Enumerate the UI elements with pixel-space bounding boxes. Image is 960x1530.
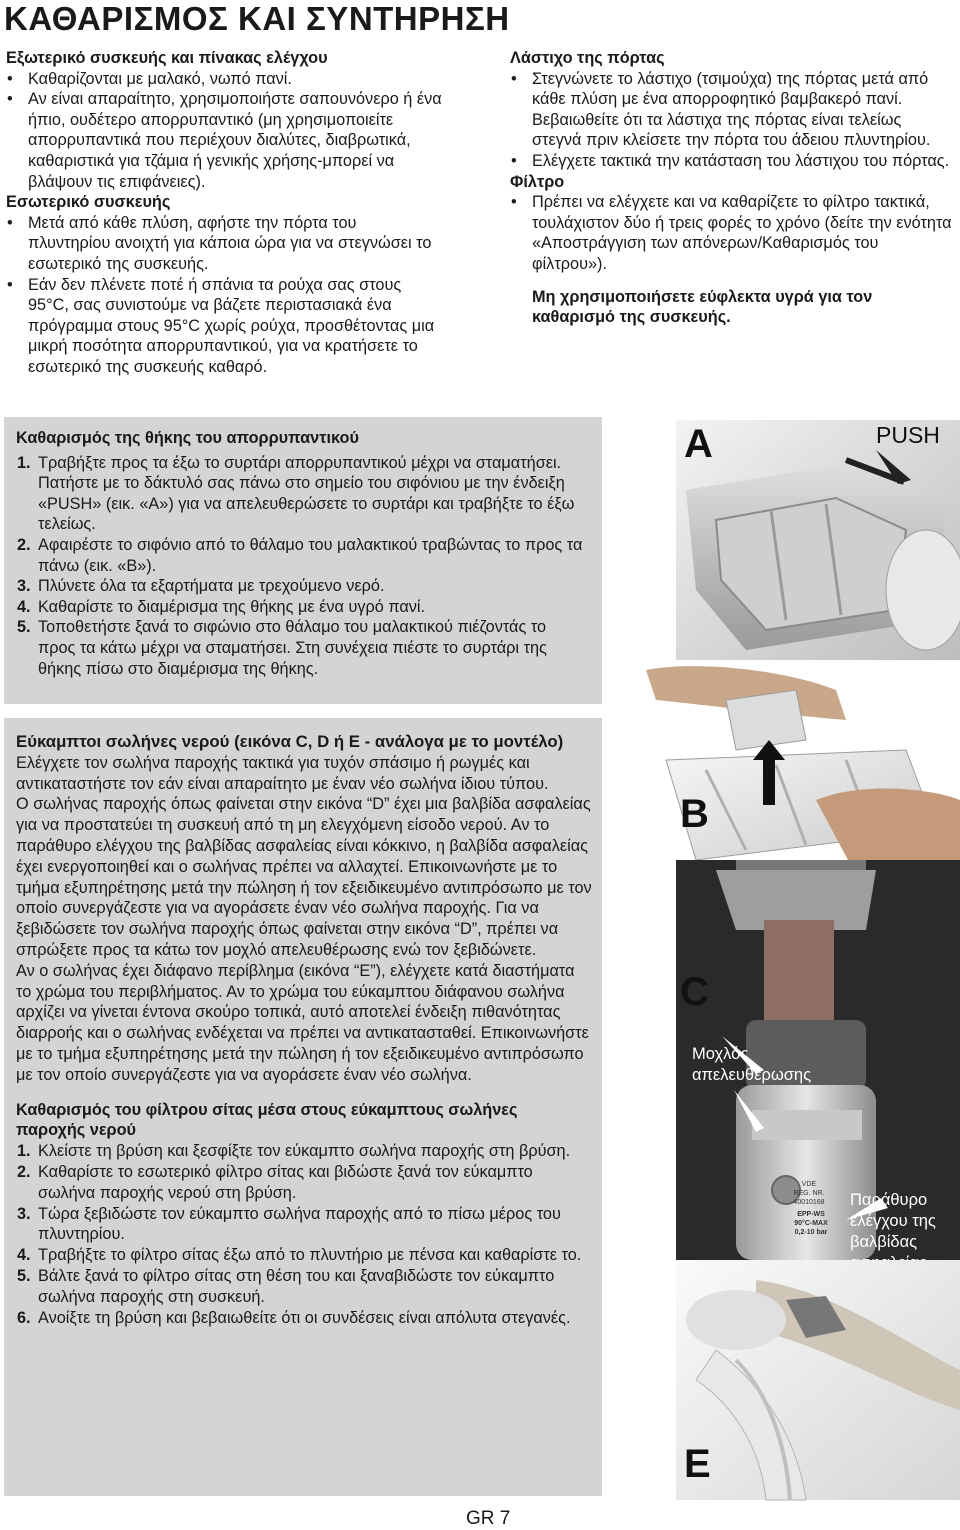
- step-number: 1.: [17, 1142, 31, 1161]
- step-text: Αφαιρέστε το σιφόνιο από το θάλαμο του μαλακτικού τραβώντας το προς τα πάνω (εικ. «B»).: [38, 535, 583, 575]
- valve-text-line: 90°C-MAX: [794, 1220, 828, 1227]
- page-number: GR 7: [466, 1508, 511, 1529]
- step-number: 4.: [17, 1246, 31, 1265]
- valve-label-text: [774, 1180, 844, 1207]
- figure-e-transparent-hose-photo: [676, 1260, 960, 1500]
- figure-a-drawer-photo: [676, 420, 960, 660]
- hoses-paragraph: Ο σωλήνας παροχής όπως φαίνεται στην εικόνα “D” έχει μια βαλβίδα ασφαλείας για να προστατεύει τη συσκευή από τη μη ελεγχόμενη είσοδο νερού. Αν το παράθυρο ελέγχου της βαλβίδας ασφαλείας είναι κόκκινο, η βαλβίδα ασφαλείας έχει ενεργοποιηθεί και ο σωλήνας πρέπει να αλλαχτεί. Επικοινωνήστε με το τμήμα εξυπηρέτησης μετά την πώληση ή τον εξειδικευμένο αντιπρόσωπο με τον οποίο συνεργάζεστε για να αγοράσετε έναν νέο σωλήνα παροχής. Για να ξεβιδώσετε τον σωλήνα παροχής όπως φαίνεται στην εικόνα “D”, πρέπει να σπρώξετε προς τα κάτω τον μοχλό απελευθέρωσης ενώ τον ξεβιδώνετε.: [16, 795, 592, 959]
- step-text: Καθαρίστε το εσωτερικό φίλτρο σίτας και βιδώστε ξανά τον εύκαμπτο σωλήνα παροχής νερού στη βρύση.: [38, 1162, 533, 1202]
- step-text: Ανοίξτε τη βρύση και βεβαιωθείτε ότι οι συνδέσεις είναι απόλυτα στεγανές.: [38, 1308, 571, 1327]
- siphon-illustration: [606, 660, 960, 875]
- step-text: Καθαρίστε το διαμέρισμα της θήκης με ένα υγρό πανί.: [38, 597, 426, 616]
- valve-text-line: EPP-WS: [797, 1211, 825, 1218]
- valve-window-caption: Παράθυρο ελέγχου της βαλβίδας: [850, 1191, 936, 1251]
- step-number: 3.: [17, 577, 31, 596]
- valve-label-text-lower: [778, 1210, 844, 1237]
- step-item: [16, 1141, 594, 1162]
- step-text: Τώρα ξεβιδώστε τον εύκαμπτο σωλήνα παροχής από το πίσω μέρος του πλυντηρίου.: [38, 1204, 561, 1244]
- step-number: 4.: [17, 597, 31, 616]
- transparent-hose-illustration: [676, 1260, 960, 1500]
- screen-filter-heading: Καθαρισμός του φίλτρου σίτας μέσα στους εύκαμπτους σωλήνες παροχής νερού: [16, 1100, 518, 1140]
- drawer-illustration: [676, 420, 960, 660]
- step-item: [16, 597, 586, 618]
- exterior-heading: Εξωτερικό συσκευής και πίνακας ελέγχου: [6, 49, 328, 67]
- right-column: [510, 48, 952, 328]
- list-item: • Αν είναι απαραίτητο, χρησιμοποιήστε σαπουνόνερο ή ένα ήπιο, ουδέτερο απορρυπαντικό (μη χρησιμοποιείτε απορρυπαντικά που περιέχουν διαλύτες, διαβρωτικά, καθαριστικά για τζάμια ή γενικής χρήσης-μπορεί να βλάψουν τις επιφάνειες).: [6, 89, 446, 192]
- valve-text-line: REG. NR.: [793, 1190, 825, 1197]
- list-item: • Μετά από κάθε πλύση, αφήστε την πόρτα του πλυντηρίου ανοιχτή για κάποια ώρα για να στεγνώσει το εσωτερικό της συσκευής.: [6, 213, 438, 275]
- step-item: [16, 1308, 594, 1329]
- figure-label-e: E: [684, 1442, 711, 1486]
- step-item: [16, 1266, 594, 1308]
- step-number: 5.: [17, 618, 31, 637]
- list-item: • Πρέπει να ελέγχετε και να καθαρίζετε το φίλτρο τακτικά, τουλάχιστον δύο ή τρεις φορές το χρόνο (δείτε την ενότητα «Αποστράγγιση των απόνερων/Καθαρισμός του φίλτρου»).: [510, 192, 952, 274]
- step-text: Βάλτε ξανά το φίλτρο σίτας στη θέση του και ξαναβιδώστε τον εύκαμπτο σωλήνα παροχής στη συσκευή.: [38, 1266, 555, 1306]
- valve-text-line: 40010168: [793, 1199, 825, 1206]
- step-item: [16, 576, 586, 597]
- figure-cd-hose-valve-photo: [676, 860, 960, 1260]
- page-title: ΚΑΘΑΡΙΣΜΟΣ ΚΑΙ ΣΥΝΤΗΡΗΣΗ: [4, 0, 510, 37]
- hoses-content: [16, 732, 594, 1328]
- step-number: 1.: [17, 453, 31, 472]
- list-item: • Καθαρίζονται με μαλακό, νωπό πανί.: [6, 69, 468, 90]
- filter-heading: Φίλτρο: [510, 172, 565, 191]
- step-text: Τραβήξτε το φίλτρο σίτας έξω από το πλυντήριο με πένσα και καθαρίστε το.: [38, 1246, 582, 1265]
- step-number: 3.: [17, 1204, 31, 1223]
- step-item: [16, 617, 586, 679]
- list-item: • Στεγνώνετε το λάστιχο (τσιμούχα) της πόρτας μετά από κάθε πλύση με ένα απορροφητικό βαμβακερό πανί. Βεβαιωθείτε ότι τα λάστιχα της πόρτας είναι τελείως στεγνά πριν κλείσετε την πόρτα του άδειου πλυντηρίου.: [510, 69, 952, 151]
- step-text: Πλύνετε όλα τα εξαρτήματα με τρεχούμενο νερό.: [38, 577, 385, 596]
- step-number: 5.: [17, 1266, 31, 1285]
- hoses-heading: Εύκαμπτοι σωλήνες νερού (εικόνα C, D ή E - ανάλογα με το μοντέλο): [16, 732, 564, 751]
- step-item: [16, 535, 586, 576]
- interior-heading: Εσωτερικό συσκευής: [6, 193, 171, 212]
- drawer-cleaning-content: [16, 428, 586, 679]
- valve-text-line: 0,2-10 bar: [794, 1229, 828, 1236]
- hoses-paragraph: Αν ο σωλήνας έχει διάφανο περίβλημα (εικόνα “E”), ελέγχετε κατά διαστήματα το χρώμα του περιβλήματος. Αν το χρώμα του εύκαμπτου διάφανου σωλήνα αρχίζει να γίνεται έντονα σκούρο τοπικά, αυτό αποτελεί ένδειξη πιθανότητας διαρροής και ο σωλήνας ενδέχεται να πρέπει να αντικατασταθεί. Επικοινωνήστε με το τμήμα εξυπηρέτησης μετά την πώληση ή τον εξειδικευμένο αντιπρόσωπο με τον οποίο συνεργάζεστε για να αγοράσετε έναν νέο σωλήνα.: [16, 961, 589, 1084]
- step-item: [16, 453, 586, 535]
- step-number: 2.: [17, 1162, 31, 1181]
- release-lever-caption: Μοχλός απελευθέρωσης: [692, 1045, 812, 1084]
- list-item: • Εάν δεν πλένετε ποτέ ή σπάνια τα ρούχα σας στους 95°C, σας συνιστούμε να βάζετε περιστασιακά ένα πρόγραμμα στους 95°C χωρίς ρούχα, προσθέτοντας μια μικρή ποσότητα απορρυπαντικού, για να κρατήσετε το εσωτερικό της συσκευής καθαρό.: [6, 275, 436, 378]
- step-item: [16, 1204, 594, 1246]
- drawer-cleaning-box: [4, 417, 602, 704]
- flammable-warning: Μη χρησιμοποιήσετε εύφλεκτα υγρά για τον καθαρισμό της συσκευής.: [532, 287, 873, 327]
- figure-label-c: C: [680, 970, 709, 1014]
- step-item: [16, 1245, 594, 1266]
- step-number: 6.: [17, 1308, 31, 1327]
- gasket-heading: Λάστιχο της πόρτας: [510, 49, 665, 67]
- step-text: Κλείστε τη βρύση και ξεσφίξτε τον εύκαμπτο σωλήνα παροχής στη βρύση.: [38, 1142, 571, 1161]
- hoses-box: [4, 718, 602, 1496]
- hoses-paragraph: Ελέγχετε τον σωλήνα παροχής τακτικά για τυχόν σπάσιμο ή ρωγμές και αντικαταστήστε τον εάν είναι απαραίτητο με έναν νέο σωλήνα ίδιου τύπου.: [16, 753, 549, 793]
- figure-label-a: A: [684, 422, 713, 466]
- push-label: PUSH: [876, 422, 940, 448]
- step-item: [16, 1162, 594, 1204]
- step-text: Τοποθετήστε ξανά το σιφώνιο στο θάλαμο του μαλακτικού πιέζοντάς το προς τα κάτω μέχρι να σταματήσει. Στη συνέχεια πιέστε το συρτάρι της θήκης πίσω στο διαμέρισμα της θήκης.: [38, 618, 547, 678]
- valve-text-line: VDE: [801, 1181, 817, 1188]
- step-text: Τραβήξτε προς τα έξω το συρτάρι απορρυπαντικού μέχρι να σταματήσει. Πατήστε με το δάκτυλό σας πάνω στο σημείο του σιφόνιου με την ένδειξη «PUSH» (εικ. «A») για να απελευθερώσετε το συρτάρι και τραβήξτε το έξω τελείως.: [38, 453, 575, 534]
- step-number: 2.: [17, 535, 31, 554]
- figure-label-b: B: [680, 792, 709, 836]
- figure-b-siphon-photo: [606, 660, 960, 875]
- list-item: • Ελέγχετε τακτικά την κατάσταση του λάστιχου του πόρτας.: [510, 151, 952, 172]
- left-column: [6, 48, 468, 378]
- drawer-heading: Καθαρισμός της θήκης του απορρυπαντικού: [16, 429, 359, 447]
